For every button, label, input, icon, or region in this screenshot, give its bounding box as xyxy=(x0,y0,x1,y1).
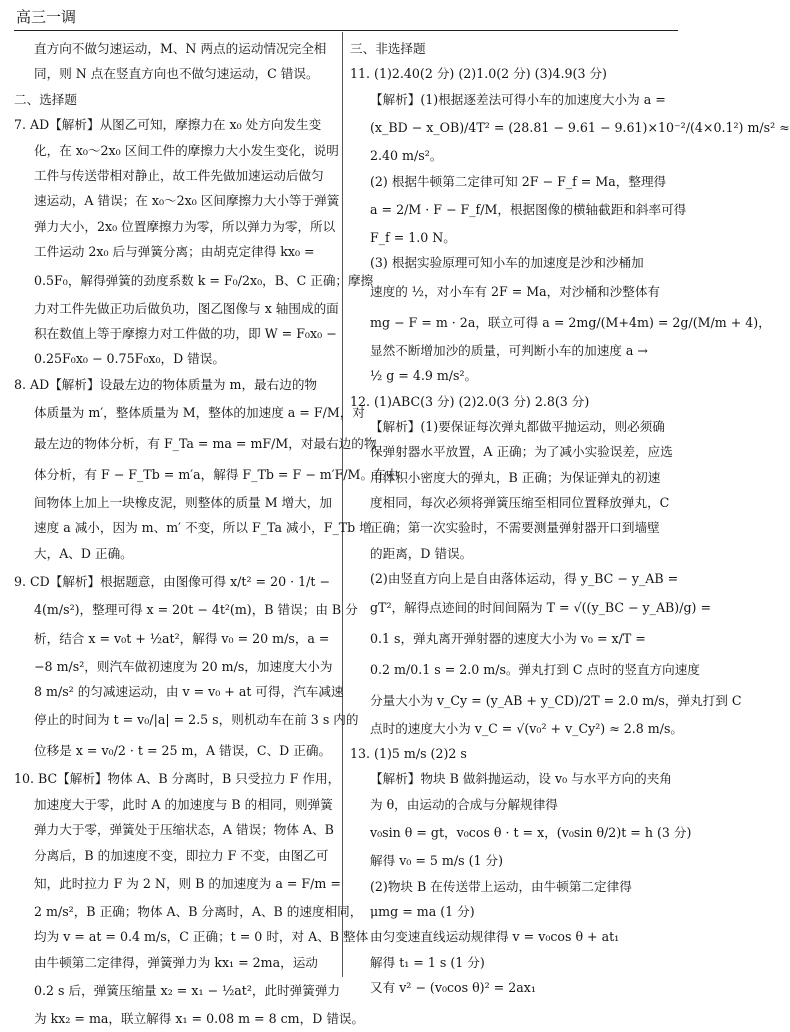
text-line: gT²，解得点迹间的时间间隔为 T = √((y_BC − y_AB)/g) = xyxy=(370,599,711,615)
text-line: 正确；第一次实验时，不需要测量弹射器开口到墙壁 xyxy=(370,520,660,536)
text-line: 2.40 m/s²。 xyxy=(370,148,443,164)
text-line: 0.2 m/0.1 s = 2.0 m/s。弹丸打到 C 点时的竖直方向速度 xyxy=(370,661,700,677)
text-line: 停止的时间为 t = v₀/|a| = 2.5 s，则机动车在前 3 s 内的 xyxy=(34,712,359,728)
text-line: 工件运动 2x₀ 后与弹簧分离；由胡克定律得 kx₀ = xyxy=(34,244,315,260)
text-line: 工件与传送带相对静止，故工件先做加速运动后做匀 xyxy=(34,167,324,183)
text-line: 的距离，D 错误。 xyxy=(370,545,473,561)
text-line: 体质量为 m′，整体质量为 M，整体的加速度 a = F/M，对 xyxy=(34,405,365,421)
text-line: 速度的 ½，对小车有 2F = Ma，对沙桶和沙整体有 xyxy=(370,283,661,299)
text-line: 度相同，每次必须将弹簧压缩至相同位置释放弹丸，C xyxy=(370,495,670,511)
text-line: 大，A、D 正确。 xyxy=(34,545,133,561)
text-line: 13. (1)5 m/s (2)2 s xyxy=(350,746,467,762)
text-line: 由匀变速直线运动规律得 v = v₀cos θ + at₁ xyxy=(370,929,620,945)
text-line: 知，此时拉力 F 为 2 N，则 B 的加速度为 a = F/m = xyxy=(34,875,341,891)
text-line: (2)物块 B 在传送带上运动，由牛顿第二定律得 xyxy=(370,878,632,894)
text-line: 弹力大小，2x₀ 位置摩擦力为零，所以弹力为零，所以 xyxy=(34,218,336,234)
text-line: 积在数值上等于摩擦力对工件做的功，即 W = F₀x₀ − xyxy=(34,325,337,341)
text-line: 分量大小为 v_Cy = (y_AB + y_CD)/2T = 2.0 m/s，弹丸打到 C xyxy=(370,692,742,708)
section-heading: 二、选择题 xyxy=(14,91,77,107)
text-line: 又有 v² − (v₀cos θ)² = 2ax₁ xyxy=(370,980,536,996)
header-title: 高三一调 xyxy=(16,8,77,26)
text-line: 化，在 x₀～2x₀ 区间工件的摩擦力大小发生变化，说明 xyxy=(34,142,339,158)
text-line: 分离后，B 的加速度不变，即拉力 F 不变，由图乙可 xyxy=(34,847,329,863)
text-line: 为 kx₂ = ma，联立解得 x₁ = 0.08 m = 8 cm，D 错误。 xyxy=(34,1011,365,1027)
text-line: 弹力大于零，弹簧处于压缩状态，A 错误；物体 A、B xyxy=(34,822,334,838)
text-line: 0.5F₀，解得弹簧的劲度系数 k = F₀/2x₀，B、C 正确；摩擦 xyxy=(34,272,374,288)
text-line: a = 2/M · F − F_f/M，根据图像的横轴截距和斜率可得 xyxy=(370,201,687,217)
text-line: (2) 根据牛顿第二定律可知 2F − F_f = Ma，整理得 xyxy=(370,173,667,189)
text-line: 8. AD【解析】设最左边的物体质量为 m，最右边的物 xyxy=(14,376,318,392)
text-line: 解得 t₁ = 1 s (1 分) xyxy=(370,954,485,970)
text-line: (2)由竖直方向上是自由落体运动，得 y_BC − y_AB = xyxy=(370,571,679,587)
text-line: 【解析】物块 B 做斜抛运动，设 v₀ 与水平方向的夹角 xyxy=(370,771,672,787)
text-line: 加速度大于零，此时 A 的加速度与 B 的相同，则弹簧 xyxy=(34,796,333,812)
text-line: 用体积小密度大的弹丸，B 正确；为保证弹丸的初速 xyxy=(370,469,661,485)
text-line: 0.1 s，弹丸离开弹射器的速度大小为 v₀ = x/T = xyxy=(370,630,646,646)
text-line: mg − F = m · 2a，联立可得 a = 2mg/(M+4m) = 2g/(M/m + 4)， xyxy=(370,314,771,330)
text-line: 均为 v = at = 0.4 m/s，C 正确；t = 0 时，对 A、B 整体 xyxy=(34,929,369,945)
text-line: (3) 根据实验原理可知小车的加速度是沙和沙桶加 xyxy=(370,255,644,271)
text-line: 解得 v₀ = 5 m/s (1 分) xyxy=(370,853,504,869)
text-line: 8 m/s² 的匀减速运动，由 v = v₀ + at 可得，汽车减速 xyxy=(34,684,344,700)
text-line: 0.25F₀x₀ − 0.75F₀x₀，D 错误。 xyxy=(34,351,225,367)
text-line: 体分析，有 F − F_Tb = m′a，解得 F_Tb = F − m′F/M。在中 xyxy=(34,467,399,483)
text-line: −8 m/s²，则汽车做初速度为 20 m/s，加速度大小为 xyxy=(34,658,333,674)
text-line: 点时的速度大小为 v_C = √(v₀² + v_Cy²) ≈ 2.8 m/s。 xyxy=(370,720,684,736)
text-line: 显然不断增加沙的质量，可判断小车的加速度 a → xyxy=(370,342,648,358)
text-line: 10. BC【解析】物体 A、B 分离时，B 只受拉力 F 作用， xyxy=(14,771,341,787)
text-line: 为 θ，由运动的合成与分解规律得 xyxy=(370,796,558,812)
text-line: 【解析】(1)要保证每次弹丸都做平抛运动，则必须确 xyxy=(370,418,665,434)
text-line: μmg = ma (1 分) xyxy=(370,903,475,919)
text-line: 2 m/s²，B 正确；物体 A、B 分离时，A、B 的速度相同， xyxy=(34,903,363,919)
text-line: 直方向不做匀速运动，M、N 两点的运动情况完全相 xyxy=(34,41,327,56)
text-line: 力对工件先做正功后做负功，图乙图像与 x 轴围成的面 xyxy=(34,300,339,316)
text-line: ½ g = 4.9 m/s²。 xyxy=(370,368,478,384)
text-line: 9. CD【解析】根据题意，由图像可得 x/t² = 20 · 1/t − xyxy=(14,574,330,590)
section-heading: 三、非选择题 xyxy=(350,41,426,56)
text-line: 7. AD【解析】从图乙可知，摩擦力在 x₀ 处方向发生变 xyxy=(14,117,322,133)
text-line: (x_BD − x_OB)/4T² = (28.81 − 9.61 − 9.61)×10⁻²/(4×0.1²) m/s² ≈ xyxy=(370,120,790,136)
text-line: 同，则 N 点在竖直方向也不做匀速运动，C 错误。 xyxy=(34,66,319,82)
text-line: 间物体上加上一块橡皮泥，则整体的质量 M 增大，加 xyxy=(34,495,332,511)
text-line: 位移是 x = v₀/2 · t = 25 m，A 错误，C、D 正确。 xyxy=(34,743,332,759)
text-line: 11. (1)2.40(2 分) (2)1.0(2 分) (3)4.9(3 分) xyxy=(350,66,607,82)
text-line: 最左边的物体分析，有 F_Ta = ma = mF/M，对最右边的物 xyxy=(34,436,377,452)
page-header xyxy=(14,0,678,31)
text-line: 速运动，A 错误；在 x₀～2x₀ 区间摩擦力大小等于弹簧 xyxy=(34,193,340,209)
text-line: 保弹射器水平放置，A 正确；为了减小实验误差，应选 xyxy=(370,444,673,460)
right-column xyxy=(350,36,790,1001)
text-line: v₀sin θ = gt，v₀cos θ · t = x，(v₀sin θ/2)t = h (3 分) xyxy=(370,825,692,841)
text-line: 由牛顿第二定律得，弹簧弹力为 kx₁ = 2ma，运动 xyxy=(34,954,318,970)
text-line: 【解析】(1)根据逐差法可得小车的加速度大小为 a = xyxy=(370,91,666,107)
text-line: 4(m/s²)，整理可得 x = 20t − 4t²(m)，B 错误；由 B 分 xyxy=(34,602,358,618)
column-divider xyxy=(342,32,343,977)
text-line: 0.2 s 后，弹簧压缩量 x₂ = x₁ − ½at²，此时弹簧弹力 xyxy=(34,983,341,999)
text-line: F_f = 1.0 N。 xyxy=(370,229,456,245)
text-line: 析，结合 x = v₀t + ½at²，解得 v₀ = 20 m/s，a = xyxy=(34,630,330,646)
text-line: 速度 a 减小，因为 m、m′ 不变，所以 F_Ta 减小，F_Tb 增 xyxy=(34,520,372,536)
text-line: 12. (1)ABC(3 分) (2)2.0(3 分) 2.8(3 分) xyxy=(350,393,590,409)
